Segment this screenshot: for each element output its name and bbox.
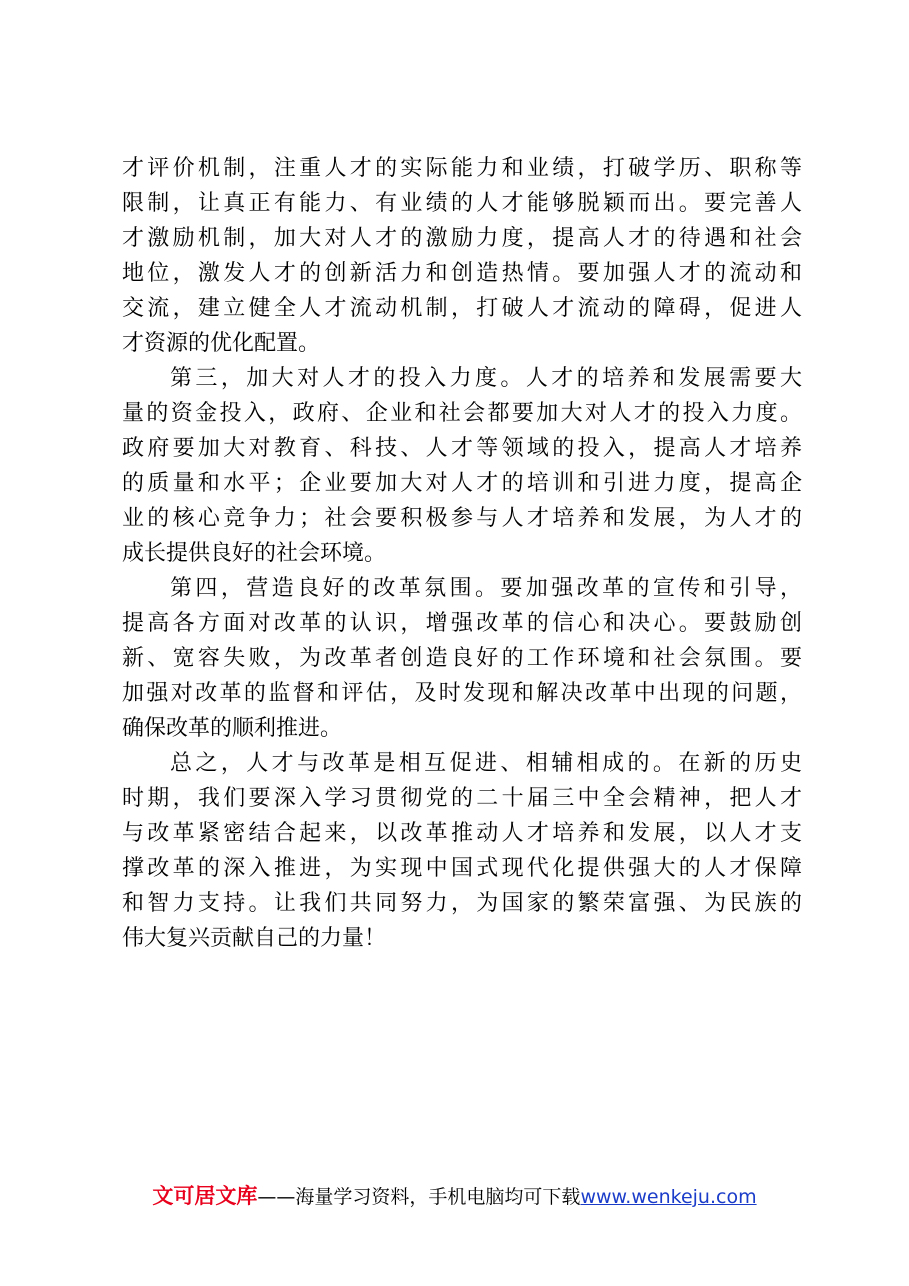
document-body xyxy=(122,151,802,956)
text-line: 加强对改革的监督和评估，及时发现和解决改革中出现的问题， xyxy=(122,681,802,706)
text-line: 才评价机制，注重人才的实际能力和业绩，打破学历、职称等 xyxy=(122,156,802,181)
text-line: 和智力支持。让我们共同努力，为国家的繁荣富强、为民族的 xyxy=(122,891,802,916)
text-line: 与改革紧密结合起来，以改革推动人才培养和发展，以人才支 xyxy=(122,821,802,846)
text-line: 的质量和水平；企业要加大对人才的培训和引进力度，提高企 xyxy=(122,471,802,496)
page-footer xyxy=(0,1182,909,1211)
text-line: 提高各方面对改革的认识，增强改革的信心和决心。要鼓励创 xyxy=(122,611,802,636)
paragraph-first-line: 第四，营造良好的改革氛围。要加强改革的宣传和引导， xyxy=(170,576,802,601)
text-line: 新、宽容失败，为改革者创造良好的工作环境和社会氛围。要 xyxy=(122,646,802,671)
paragraph-first-line: 总之，人才与改革是相互促进、相辅相成的。在新的历史 xyxy=(170,751,802,776)
text-line: 地位，激发人才的创新活力和创造热情。要加强人才的流动和 xyxy=(122,261,802,286)
text-line: 时期，我们要深入学习贯彻党的二十届三中全会精神，把人才 xyxy=(122,786,802,811)
text-line: 伟大复兴贡献自己的力量！ xyxy=(122,926,387,951)
text-line: 交流，建立健全人才流动机制，打破人才流动的障碍，促进人 xyxy=(122,296,802,321)
text-line: 确保改革的顺利推进。 xyxy=(122,716,343,741)
text-line: 政府要加大对教育、科技、人才等领域的投入，提高人才培养 xyxy=(122,436,802,461)
text-line: 量的资金投入，政府、企业和社会都要加大对人才的投入力度。 xyxy=(122,401,802,426)
text-line: 撑改革的深入推进，为实现中国式现代化提供强大的人才保障 xyxy=(122,856,802,881)
footer-dash: —— xyxy=(257,1186,296,1208)
footer-url-link[interactable]: www.wenkeju.com xyxy=(580,1186,757,1208)
text-line: 才激励机制，加大对人才的激励力度，提高人才的待遇和社会 xyxy=(122,226,802,251)
footer-slogan: 海量学习资料，手机电脑均可下载 xyxy=(295,1186,581,1208)
text-line: 业的核心竞争力；社会要积极参与人才培养和发展，为人才的 xyxy=(122,506,802,531)
text-line: 限制，让真正有能力、有业绩的人才能够脱颖而出。要完善人 xyxy=(122,191,802,216)
text-line: 成长提供良好的社会环境。 xyxy=(122,541,387,566)
footer-brand: 文可居文库 xyxy=(152,1184,258,1208)
paragraph-first-line: 第三，加大对人才的投入力度。人才的培养和发展需要大 xyxy=(170,366,802,391)
text-line: 才资源的优化配置。 xyxy=(122,331,321,356)
